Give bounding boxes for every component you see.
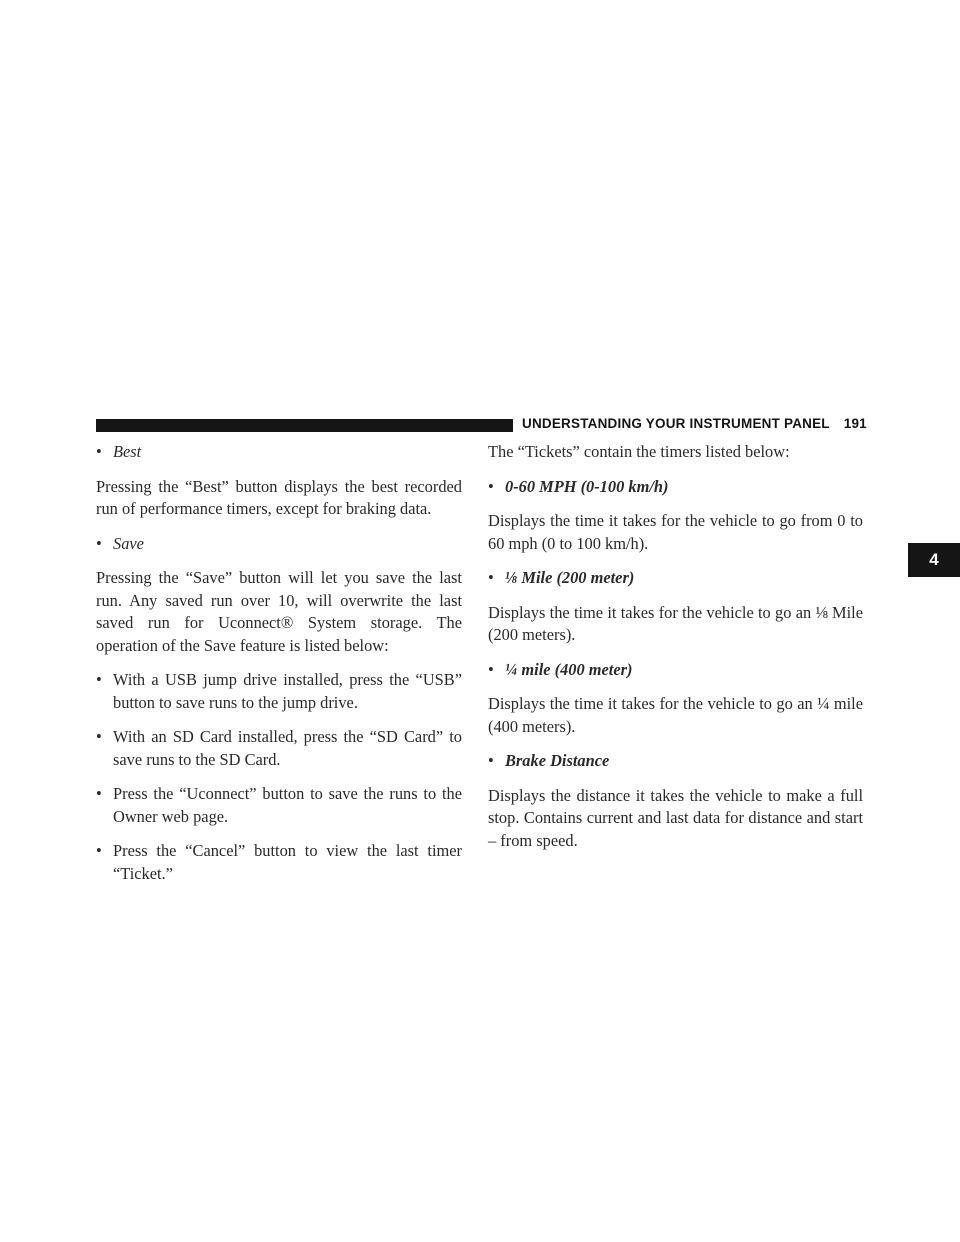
best-paragraph: Pressing the “Best” button displays the best recorded run of performance timers, except for braking data. — [96, 476, 462, 518]
timer-heading-label: Brake Distance — [505, 751, 610, 770]
section-title: UNDERSTANDING YOUR INSTRUMENT PANEL — [522, 416, 830, 431]
list-item — [96, 783, 462, 828]
bullet-dot: • — [96, 533, 102, 553]
save-paragraph: Pressing the “Save” button will let you save the last run. Any saved run over 10, will overwrite the last saved run for Uconnect® System storage. The operation of the Save feature is listed below: — [96, 568, 462, 655]
timer-heading — [488, 476, 863, 499]
bullet-dot: • — [96, 727, 102, 746]
bullet-dot: • — [488, 659, 494, 679]
timer-heading — [488, 750, 863, 773]
timer-description: Displays the time it takes for the vehicle to go an ⅛ Mile (200 meters). — [488, 602, 863, 644]
bullet-dot: • — [96, 442, 102, 461]
timer-heading — [488, 567, 863, 590]
left-column — [96, 441, 462, 897]
right-column — [488, 441, 863, 864]
running-header — [522, 416, 867, 431]
chapter-tab — [908, 543, 960, 577]
best-heading: Best — [113, 442, 142, 461]
bullet-dot: • — [96, 841, 102, 860]
list-item-text: With a USB jump drive installed, press the “USB” button to save runs to the jump drive. — [113, 670, 462, 712]
bullet-dot: • — [96, 784, 102, 803]
bullet-dot: • — [488, 568, 494, 587]
tickets-intro: The “Tickets” contain the timers listed below: — [488, 442, 790, 461]
list-item-text: With an SD Card installed, press the “SD Card” to save runs to the SD Card. — [113, 727, 462, 769]
list-item — [96, 726, 462, 771]
save-bullet — [96, 533, 462, 556]
timer-heading-label: ⅛ Mile (200 meter) — [505, 568, 635, 587]
header-rule — [96, 419, 513, 432]
timer-heading — [488, 659, 863, 682]
timer-description: Displays the time it takes for the vehicle to go an ¼ mile (400 meters). — [488, 694, 863, 736]
list-item — [96, 840, 462, 885]
save-heading: Save — [113, 533, 144, 553]
timer-heading-label: ¼ mile (400 meter) — [505, 659, 633, 679]
timer-description: Displays the distance it takes the vehicle to make a full stop. Contains current and last data for distance and start – from speed. — [488, 785, 863, 850]
bullet-dot: • — [488, 751, 494, 770]
bullet-dot: • — [488, 476, 494, 496]
list-item-text: Press the “Cancel” button to view the last timer “Ticket.” — [113, 841, 462, 883]
timer-heading-label: 0-60 MPH (0-100 km/h) — [505, 476, 669, 496]
bullet-dot: • — [96, 670, 102, 689]
best-bullet — [96, 441, 462, 464]
list-item — [96, 669, 462, 714]
chapter-number: 4 — [929, 550, 939, 569]
list-item-text: Press the “Uconnect” button to save the runs to the Owner web page. — [113, 784, 462, 826]
page-number: 191 — [843, 416, 867, 431]
timer-description: Displays the time it takes for the vehicle to go from 0 to 60 mph (0 to 100 km/h). — [488, 511, 863, 553]
